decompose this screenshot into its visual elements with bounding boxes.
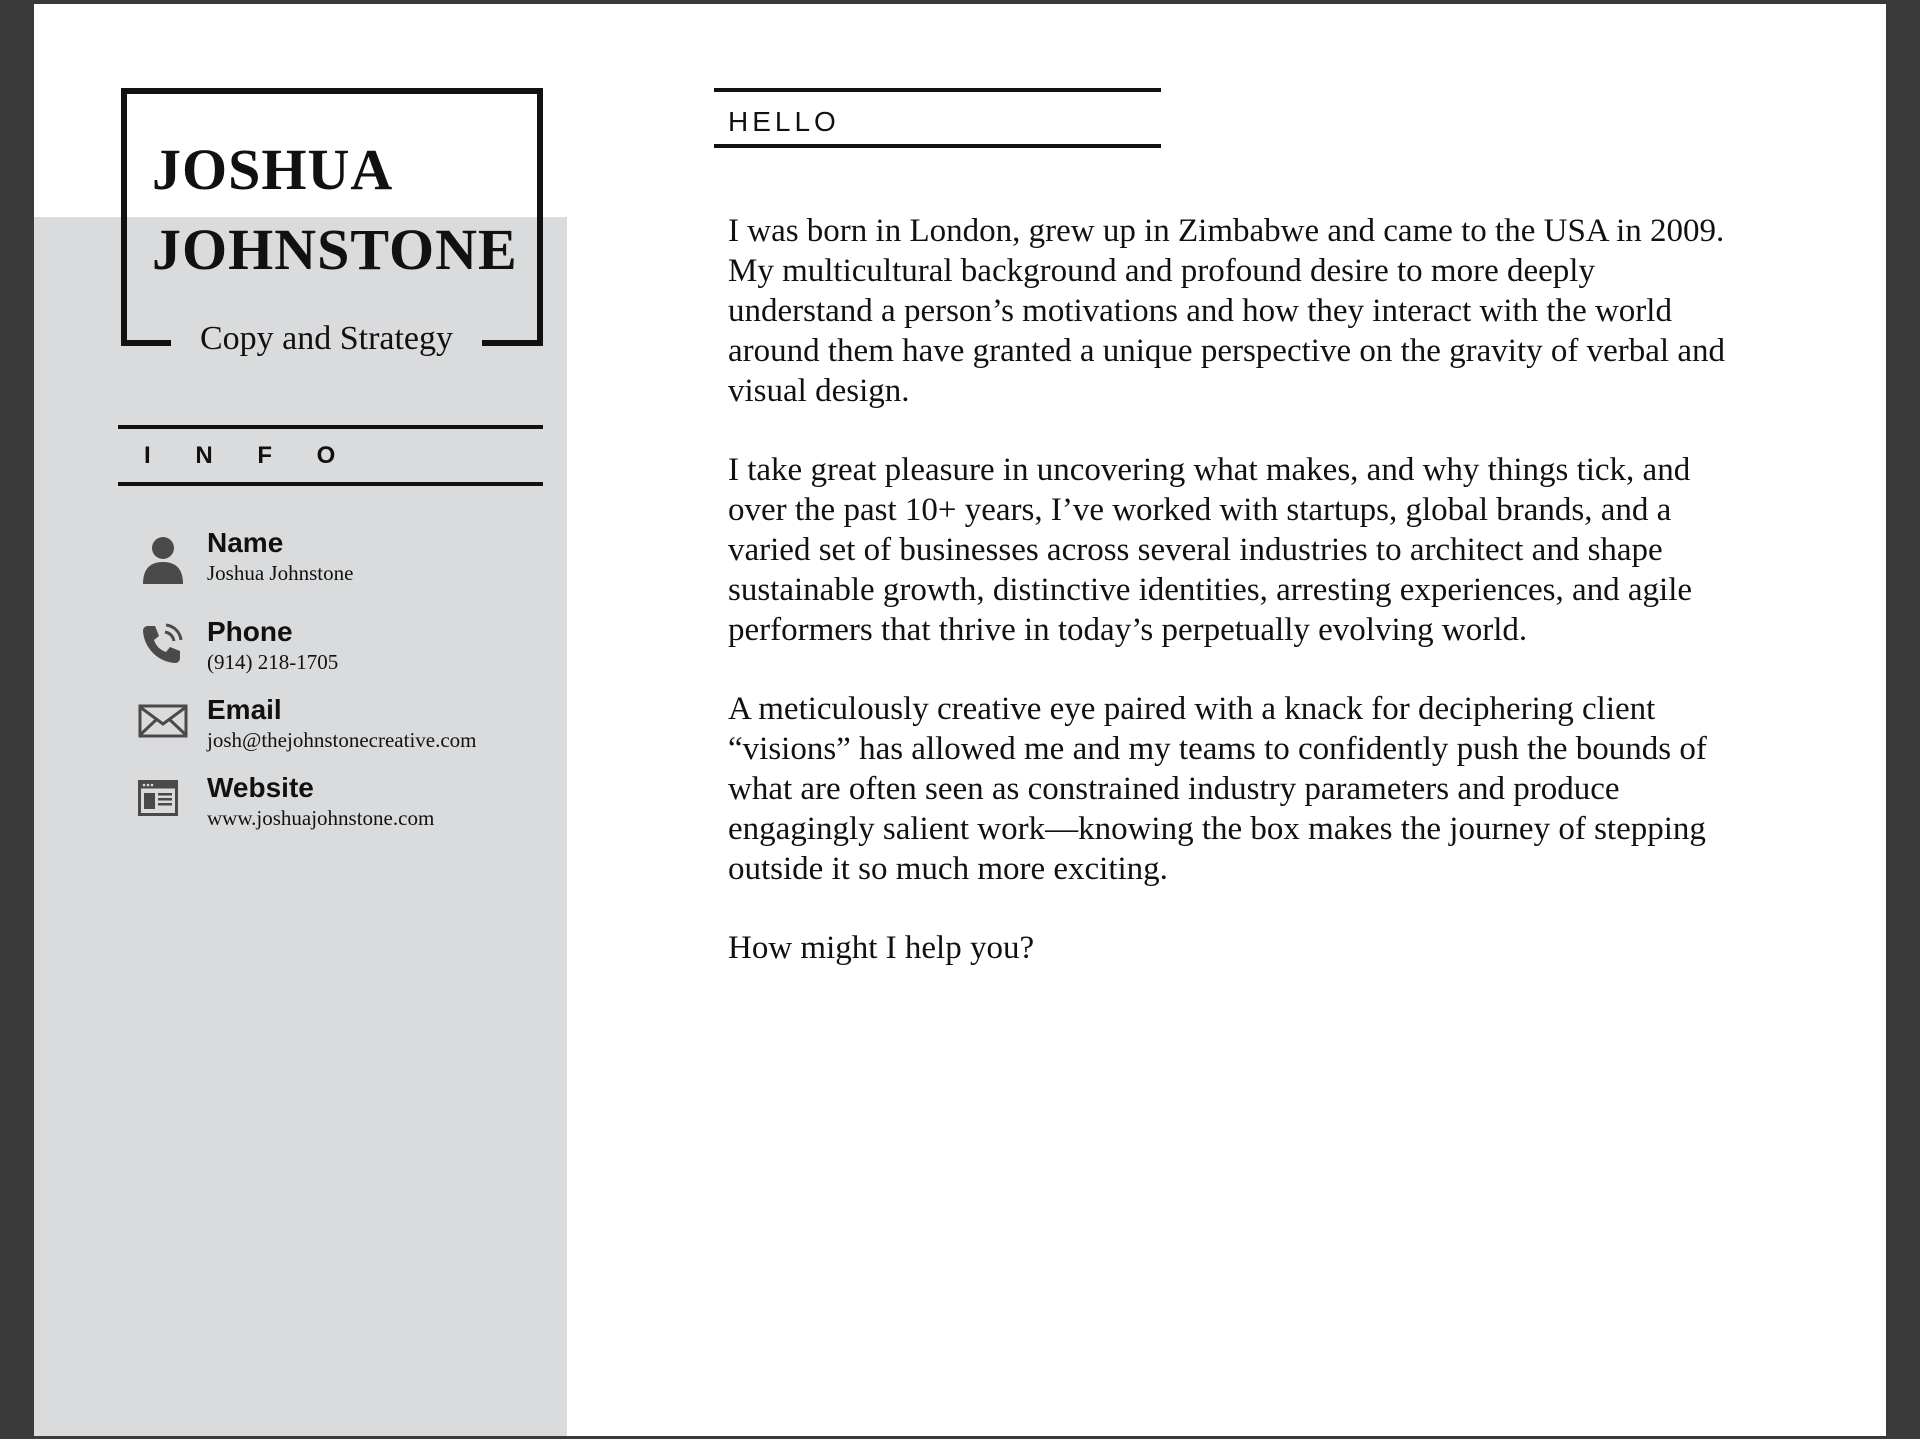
job-subtitle: Copy and Strategy	[199, 320, 454, 357]
info-heading: I N F O	[144, 442, 355, 469]
info-label-email: Email	[207, 694, 282, 725]
phone-icon	[138, 620, 186, 668]
resume-page	[34, 4, 1886, 1436]
info-label-phone: Phone	[207, 616, 293, 647]
bio-paragraph-4: How might I help you?	[728, 930, 1035, 966]
first-name: JOSHUA	[152, 137, 394, 202]
info-top-rule	[118, 425, 543, 429]
info-value-name: Joshua Johnstone	[207, 561, 354, 585]
info-label-website: Website	[207, 772, 314, 803]
hello-top-rule	[714, 88, 1161, 92]
hello-heading: HELLO	[728, 106, 840, 137]
person-icon	[138, 534, 188, 586]
name-frame-bottom-right	[482, 340, 543, 346]
name-frame-bottom-left	[121, 340, 171, 346]
bio-paragraph-2: I take great pleasure in uncovering what makes, and why things tick, and over the past 10+ years, I’ve worked with startups, global brands, and a varied set of businesses across several industries to architect and shape sustainable growth, distinctive identities, arresting experiences, and agile performers that thrive in today’s perpetually evolving world.	[728, 452, 1693, 648]
envelope-icon	[138, 704, 188, 738]
info-value-website: www.joshuajohnstone.com	[207, 806, 435, 830]
last-name: JOHNSTONE	[152, 217, 518, 282]
bio-text	[728, 211, 1728, 1007]
bio-paragraph-1: I was born in London, grew up in Zimbabwe and came to the USA in 2009. My multicultural background and profound desire to more deeply understand a person’s motivations and how they interact with the world around them have granted a unique perspective on the gravity of verbal and visual design.	[728, 213, 1725, 409]
bio-paragraph-3: A meticulously creative eye paired with a knack for deciphering client “visions” has allowed me and my teams to confidently push the bounds of what are often seen as constrained industry parameters and produce engagingly salient work—knowing the box makes the journey of stepping outside it so much more exciting.	[728, 691, 1707, 887]
info-value-email: josh@thejohnstonecreative.com	[207, 728, 477, 752]
hello-bottom-rule	[714, 144, 1161, 148]
info-bottom-rule	[118, 482, 543, 486]
browser-window-icon	[138, 780, 178, 816]
info-label-name: Name	[207, 527, 284, 558]
info-value-phone: (914) 218-1705	[207, 650, 339, 674]
